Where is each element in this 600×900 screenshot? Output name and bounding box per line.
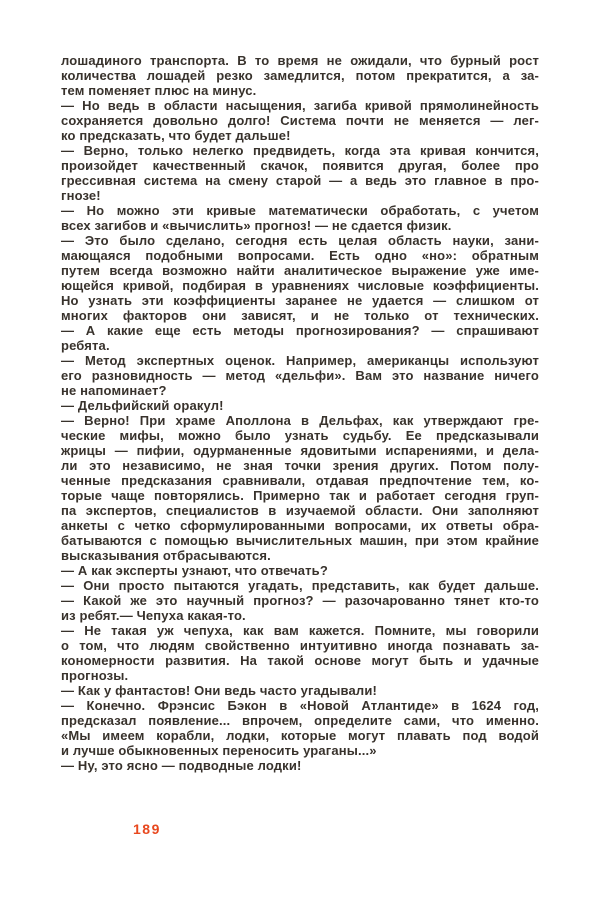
text-line: прогнозы. bbox=[61, 668, 129, 683]
text-line: о том, что людям свойственно интуитивно иногда познавать за- bbox=[61, 638, 539, 653]
text-line: батываются с помощью вычислительных машин, при этом крайние bbox=[61, 533, 539, 548]
text-line: количества лошадей резко замедлится, потом прекратится, а за- bbox=[61, 68, 539, 83]
text-line: — Но можно эти кривые математически обработать, с учетом bbox=[61, 203, 539, 218]
text-line: его разновидность — метод «дельфи». Вам это название ничего bbox=[61, 368, 539, 383]
text-line: ребята. bbox=[61, 338, 110, 353]
text-line: предсказал появление... впрочем, определите сами, что именно. bbox=[61, 713, 539, 728]
text-line: кономерности развития. На такой основе могут быть и удачные bbox=[61, 653, 539, 668]
text-line: ли это независимо, не зная точки зрения других. Потом полу- bbox=[61, 458, 539, 473]
text-line: — Как у фантастов! Они ведь часто угадывали! bbox=[61, 683, 377, 698]
text-line: анкеты с четко сформулированными вопросами, их ответы обра- bbox=[61, 518, 539, 533]
text-line: и лучше обыкновенных переносить ураганы...» bbox=[61, 743, 377, 758]
text-line: — Они просто пытаются угадать, представить, как будет дальше. bbox=[61, 578, 539, 593]
text-line: гнозе! bbox=[61, 188, 101, 203]
text-line: не напоминает? bbox=[61, 383, 167, 398]
text-line: высказывания отбрасываются. bbox=[61, 548, 271, 563]
text-line: — А какие еще есть методы прогнозирования? — спрашивают bbox=[61, 323, 539, 338]
text-line: Но узнать эти коэффициенты заранее не удается — слишком от bbox=[61, 293, 539, 308]
text-line: путем всегда возможно найти аналитическое выражение уже име- bbox=[61, 263, 539, 278]
text-line: — Дельфийский оракул! bbox=[61, 398, 224, 413]
text-line: ческие мифы, можно было узнать судьбу. Ее предсказывали bbox=[61, 428, 539, 443]
text-line: — Какой же это научный прогноз? — разочарованно тянет кто-то bbox=[61, 593, 539, 608]
text-line: грессивная система на смену старой — а ведь это главное в про- bbox=[61, 173, 539, 188]
text-line: торые чаще повторялись. Примерно так и работает сегодня груп- bbox=[61, 488, 539, 503]
text-line: — А как эксперты узнают, что отвечать? bbox=[61, 563, 328, 578]
text-line: ченные предсказания сравнивали, отдавая предпочтение тем, ко- bbox=[61, 473, 539, 488]
text-line: — Но ведь в области насыщения, загиба кривой прямолинейность bbox=[61, 98, 539, 113]
text-line: лошадиного транспорта. В то время не ожидали, что бурный рост bbox=[61, 53, 539, 68]
text-line: ющейся кривой, подбирая в уравнениях числовые коэффициенты. bbox=[61, 278, 539, 293]
text-line: — Не такая уж чепуха, как вам кажется. Помните, мы говорили bbox=[61, 623, 539, 638]
text-line: ко предсказать, что будет дальше! bbox=[61, 128, 291, 143]
text-line: — Метод экспертных оценок. Например, американцы используют bbox=[61, 353, 539, 368]
text-line: — Это было сделано, сегодня есть целая область науки, зани- bbox=[61, 233, 539, 248]
text-line: многих факторов они зависят, и не только от технических. bbox=[61, 308, 539, 323]
text-line: — Ну, это ясно — подводные лодки! bbox=[61, 758, 302, 773]
page-number: 189 bbox=[133, 821, 161, 837]
text-line: жрицы — пифии, одурманенные ядовитыми испарениями, и дела- bbox=[61, 443, 539, 458]
text-line: — Верно! При храме Аполлона в Дельфах, как утверждают гре- bbox=[61, 413, 539, 428]
text-line: — Верно, только нелегко предвидеть, когда эта кривая кончится, bbox=[61, 143, 539, 158]
text-line: «Мы имеем корабли, лодки, которые могут плавать под водой bbox=[61, 728, 539, 743]
text-line: — Конечно. Фрэнсис Бэкон в «Новой Атлантиде» в 1624 год, bbox=[61, 698, 539, 713]
text-line: всех загибов и «вычислить» прогноз! — не сдается физик. bbox=[61, 218, 452, 233]
text-line: произойдет качественный скачок, появится другая, более про bbox=[61, 158, 539, 173]
text-line: мающаяся подобными вопросами. Есть одно «но»: обратным bbox=[61, 248, 539, 263]
text-line: из ребят.— Чепуха какая-то. bbox=[61, 608, 246, 623]
text-line: тем поменяет плюс на минус. bbox=[61, 83, 257, 98]
text-line: па экспертов, специалистов в изучаемой области. Они заполняют bbox=[61, 503, 539, 518]
text-line: сохраняется довольно долго! Система почти не меняется — лег- bbox=[61, 113, 539, 128]
page-text-block bbox=[61, 53, 539, 773]
